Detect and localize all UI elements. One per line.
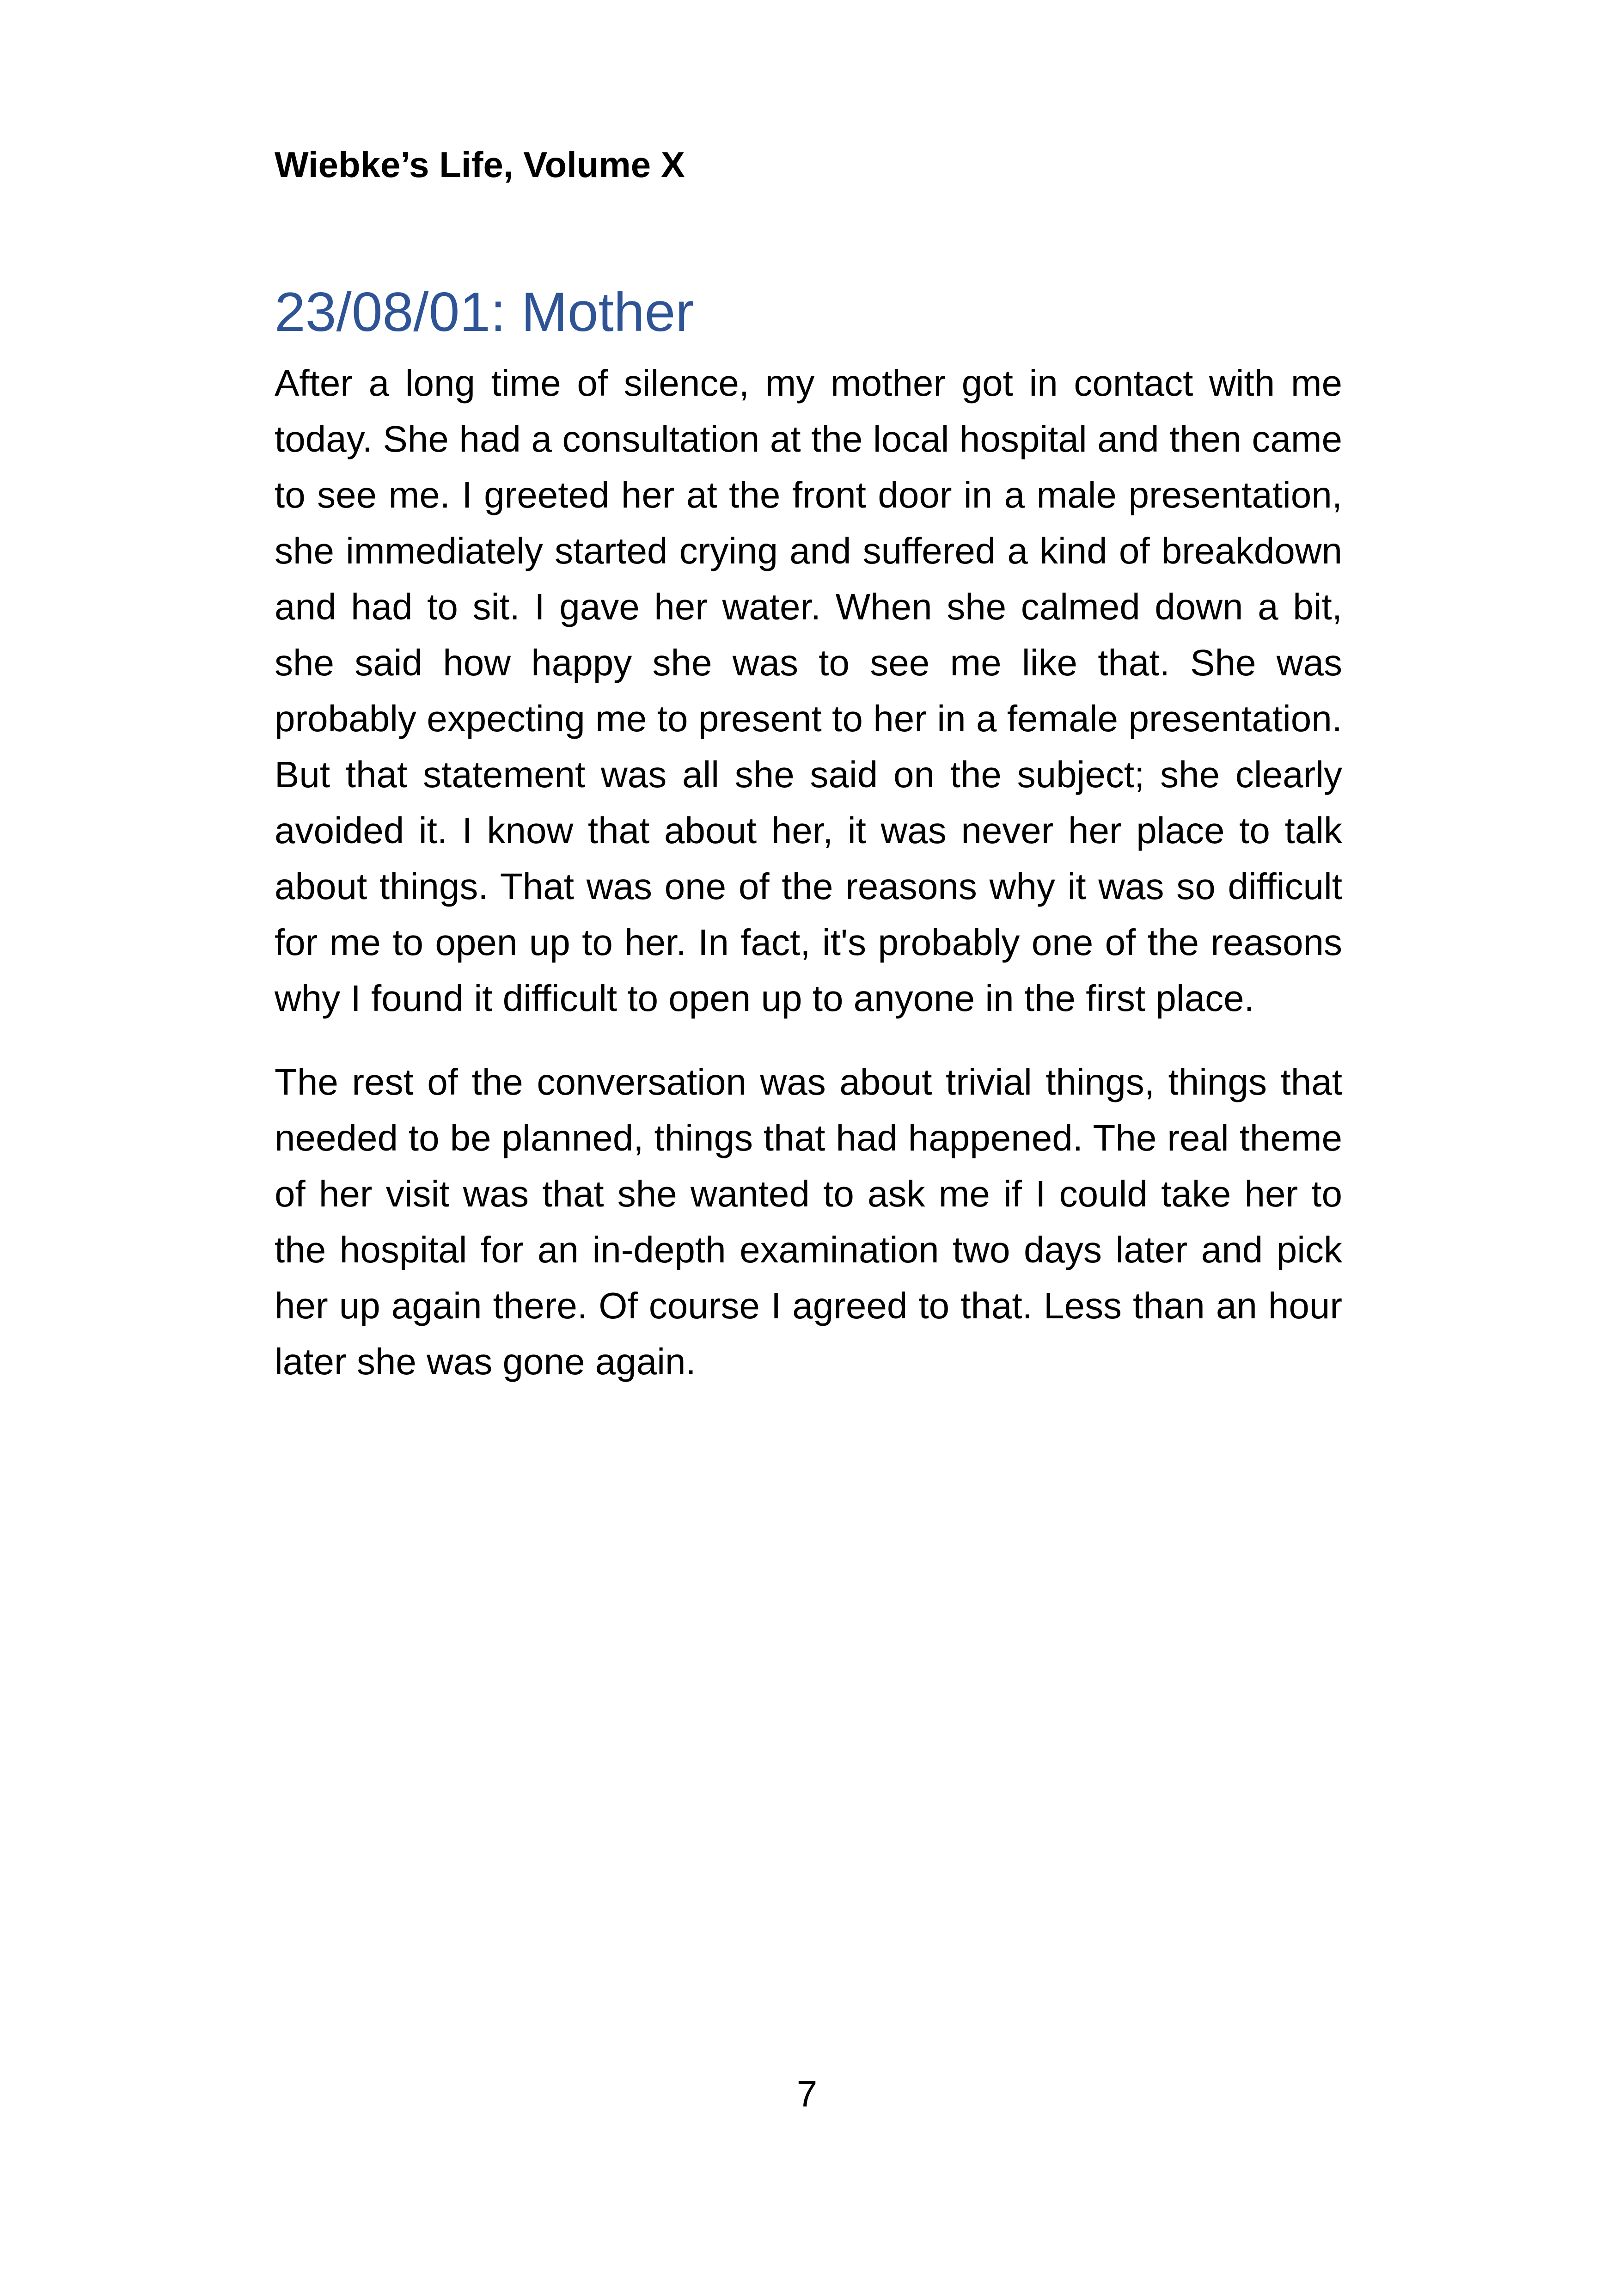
chapter-heading: 23/08/01: Mother xyxy=(275,281,694,343)
running-header: Wiebke’s Life, Volume X xyxy=(275,144,685,185)
body-text xyxy=(275,355,1342,1417)
paragraph: The rest of the conversation was about trivial things, things that needed to be planned, things that had happened. The real theme of her visit was that she wanted to ask me if I could take her to the hospital for an in-depth examination two days later and pick her up again there. Of course I agreed to that. Less than an hour later she was gone again. xyxy=(275,1061,1342,1382)
page-number: 7 xyxy=(796,2073,818,2114)
paragraph: After a long time of silence, my mother got in contact with me today. She had a consultation at the local hospital and then came to see me. I greeted her at the front door in a male presentation, she immediately started crying and suffered a kind of breakdown and had to sit. I gave her water. When she calmed down a bit, she said how happy she was to see me like that. She was probably expecting me to present to her in a female presentation. But that statement was all she said on the subject; she clearly avoided it. I know that about her, it was never her place to talk about things. That was one of the reasons why it was so difficult for me to open up to her. In fact, it's probably one of the reasons why I found it difficult to open up to anyone in the first place. xyxy=(275,362,1342,1019)
